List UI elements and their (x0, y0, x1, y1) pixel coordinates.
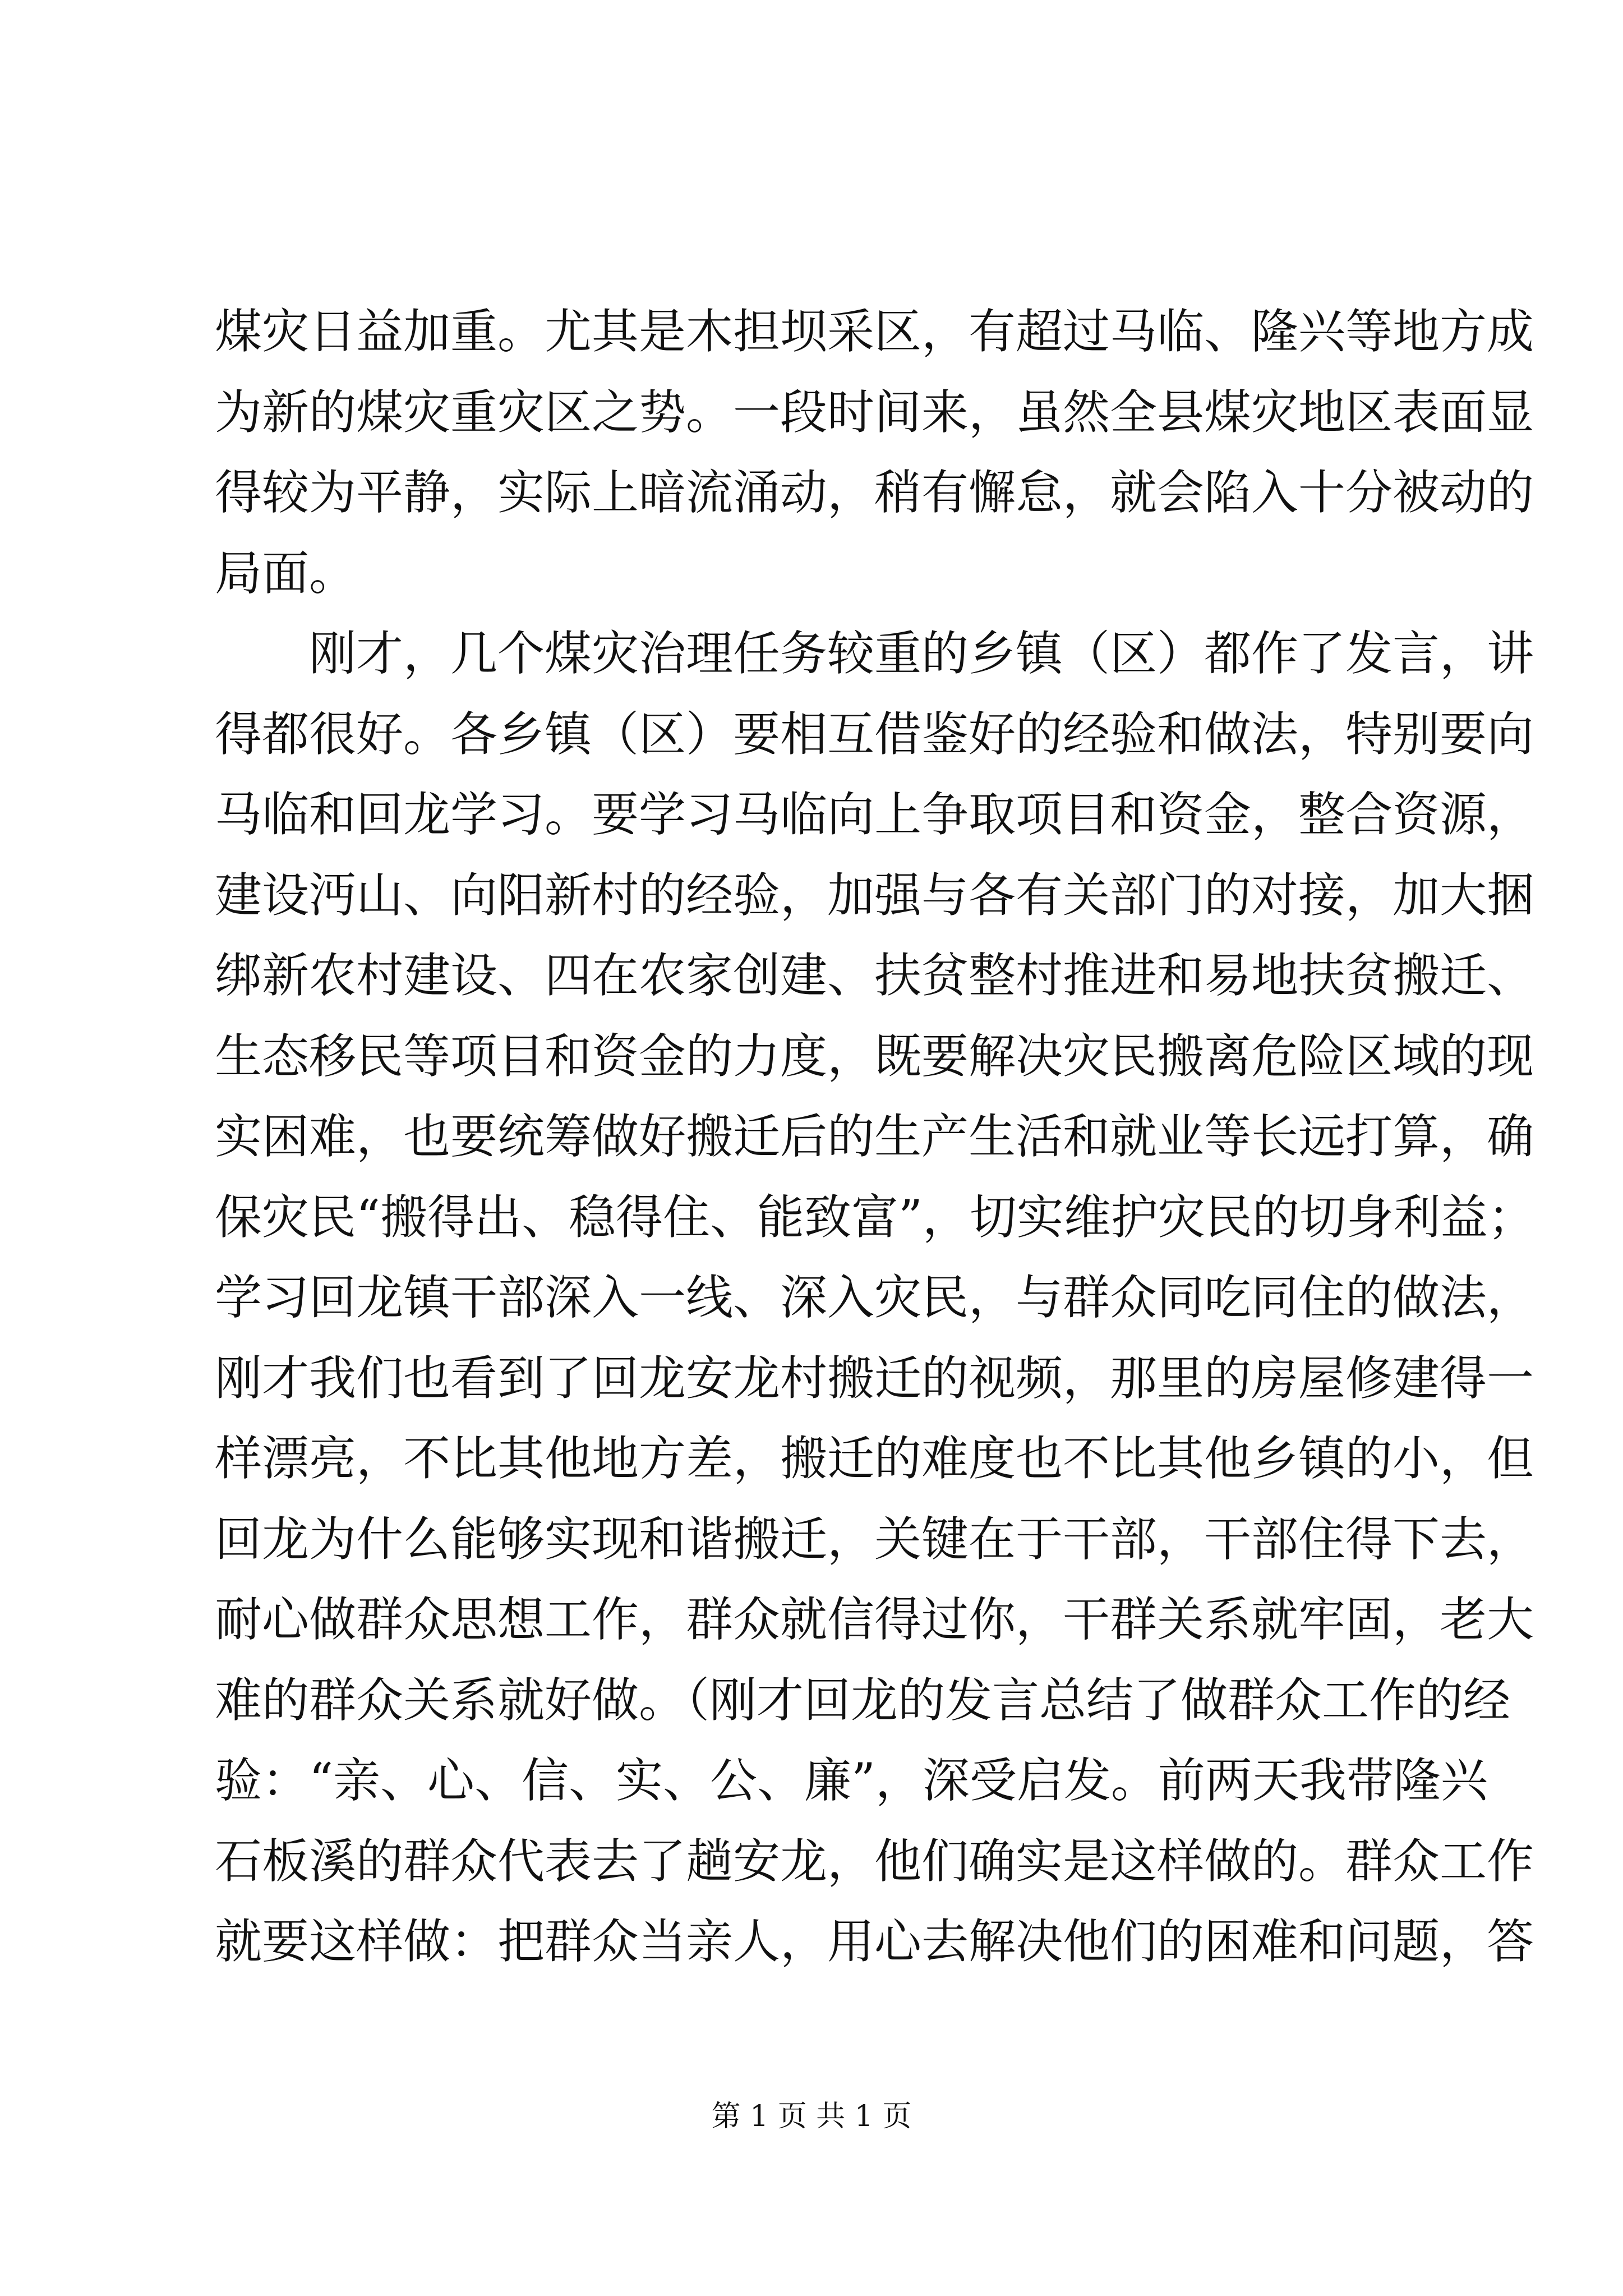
text-line: 回龙为什么能够实现和谐搬迁，关键在于干部，干部住得下去， (215, 1511, 1534, 1567)
text-line: 煤灾日益加重。尤其是木担坝采区，有超过马临、隆兴等地方成 (215, 304, 1534, 359)
paragraph (215, 614, 1535, 1982)
text-line: 绑新农村建设、四在农家创建、扶贫整村推进和易地扶贫搬迁、 (215, 948, 1534, 1003)
text-line: 刚才我们也看到了回龙安龙村搬迁的视频，那里的房屋修建得一 (215, 1350, 1534, 1406)
text-line: 实困难，也要统筹做好搬迁后的生产生活和就业等长远打算，确 (215, 1109, 1534, 1164)
paragraph (215, 292, 1534, 614)
text-line: 难的群众关系就好做。（刚才回龙的发言总结了做群众工作的经 (215, 1672, 1511, 1728)
page-footer (0, 2097, 1623, 2136)
text-line: 局面。 (215, 545, 357, 601)
text-line: 耐心做群众思想工作，群众就信得过你，干群关系就牢固，老大 (215, 1592, 1534, 1647)
text-line: 马临和回龙学习。要学习马临向上争取项目和资金，整合资源， (215, 787, 1534, 842)
text-line: 验：“亲、心、信、实、公、廉”，深受启发。前两天我带隆兴 (215, 1753, 1488, 1808)
text-line: 为新的煤灾重灾区之势。一段时间来，虽然全县煤灾地区表面显 (215, 384, 1534, 440)
text-line: 得都很好。各乡镇（区）要相互借鉴好的经验和做法，特别要向 (215, 706, 1534, 762)
page-number: 第 1 页 共 1 页 (711, 2100, 912, 2133)
text-line: 样漂亮，不比其他地方差，搬迁的难度也不比其他乡镇的小，但 (215, 1431, 1534, 1486)
text-line: 生态移民等项目和资金的力度，既要解决灾民搬离危险区域的现 (215, 1028, 1534, 1084)
text-line: 保灾民“搬得出、稳得住、能致富”，切实维护灾民的切身利益； (215, 1189, 1535, 1245)
text-line: 得较为平静，实际上暗流涌动，稍有懈怠，就会陷入十分被动的 (215, 465, 1534, 520)
text-line: 石板溪的群众代表去了趟安龙，他们确实是这样做的。群众工作 (215, 1833, 1534, 1889)
text-line: 刚才，几个煤灾治理任务较重的乡镇（区）都作了发言，讲 (309, 626, 1534, 681)
text-line: 建设沔山、向阳新村的经验，加强与各有关部门的对接，加大捆 (215, 867, 1534, 923)
document-body (215, 292, 1535, 1982)
text-line: 学习回龙镇干部深入一线、深入灾民，与群众同吃同住的做法， (215, 1270, 1534, 1325)
text-line: 就要这样做：把群众当亲人，用心去解决他们的困难和问题，答 (215, 1914, 1534, 1969)
